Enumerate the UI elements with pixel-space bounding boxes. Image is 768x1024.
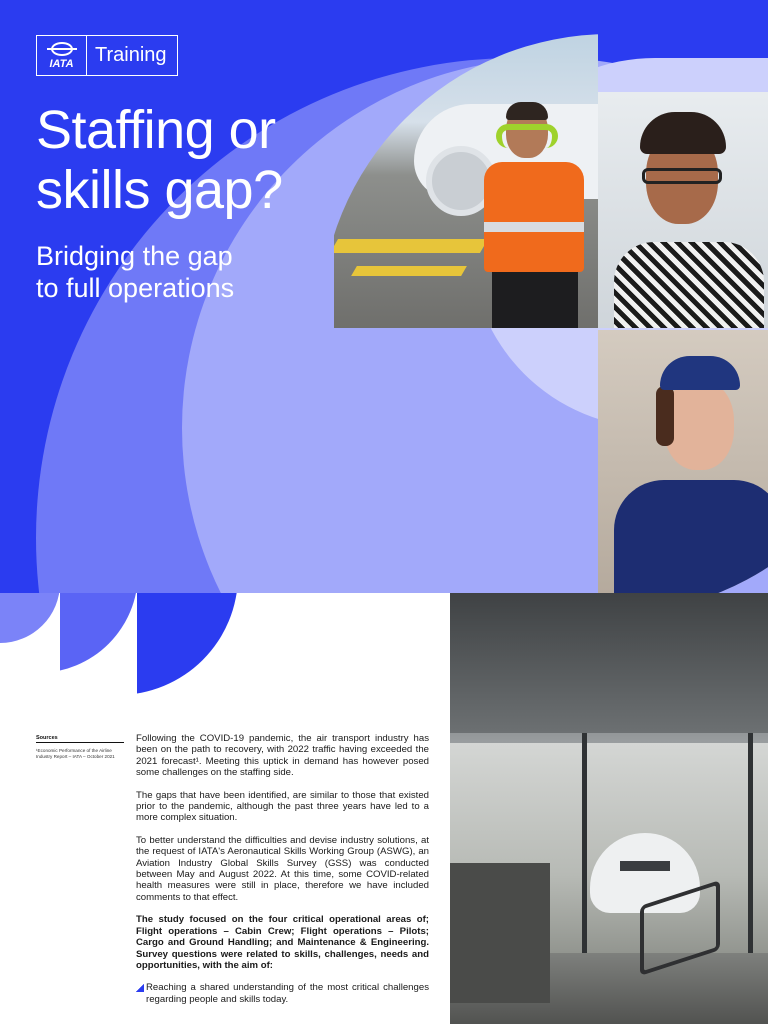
airport-terminal-photo [450, 593, 768, 1024]
paragraph-2: The gaps that have been identified, are similar to those that existed prior to the pandemic, although the past three years have led to a more complex situation. [136, 789, 429, 824]
paragraph-3: To better understand the difficulties and devise industry solutions, at the request of IATA's Aeronautical Skills Working Group (ASWG), an Aviation Industry Global Skills Survey (GSS) was conducted between May and August 2022. At this time, some COVID-related health measures were still in place, therefore we have included comments to that effect. [136, 834, 429, 903]
bullet-triangle-icon [136, 984, 144, 992]
bullet-text: Reaching a shared understanding of the most critical challenges regarding people and skills today. [146, 982, 429, 1005]
professional-woman-photo [598, 92, 768, 328]
iata-logo-text: IATA [49, 57, 74, 70]
sources-footnote: ¹Economic Performance of the Airline Industry Report – IATA – October 2021 [36, 748, 115, 759]
paragraph-1: Following the COVID-19 pandemic, the air transport industry has been on the path to recovery, with 2022 traffic having exceeded the 2021 forecast¹. Meeting this uptick in demand has however posed some challenges on the staffing side. [136, 733, 429, 779]
globe-icon [51, 42, 73, 56]
subtitle-line-1: Bridging the gap [36, 241, 233, 271]
bullet-item [136, 982, 429, 1005]
page-subtitle [36, 240, 296, 304]
ground-crew-photo [334, 34, 598, 328]
sources-heading: Sources [36, 735, 124, 743]
article-body [136, 733, 429, 1005]
training-label: Training [95, 44, 167, 66]
photo-collage [320, 34, 768, 593]
title-line-1: Staffing or [36, 100, 276, 160]
title-line-2: skills gap? [36, 160, 283, 220]
sources-sidebar [36, 735, 124, 760]
decorative-shapes [0, 593, 450, 703]
cabin-crew-photo [598, 330, 768, 593]
page-title [36, 100, 296, 220]
hero-title-block [36, 100, 296, 304]
subtitle-line-2: to full operations [36, 273, 235, 303]
iata-logo [37, 36, 87, 75]
paragraph-4: The study focused on the four critical operational areas of; Flight operations – Cabin Crew; Flight operations – Pilots; Cargo and Ground Handling; and Maintenance & Engineering. Survey questions were related to skills, challenges, needs and opportunities, with the aim of: [136, 914, 429, 971]
iata-training-logo [36, 35, 178, 76]
